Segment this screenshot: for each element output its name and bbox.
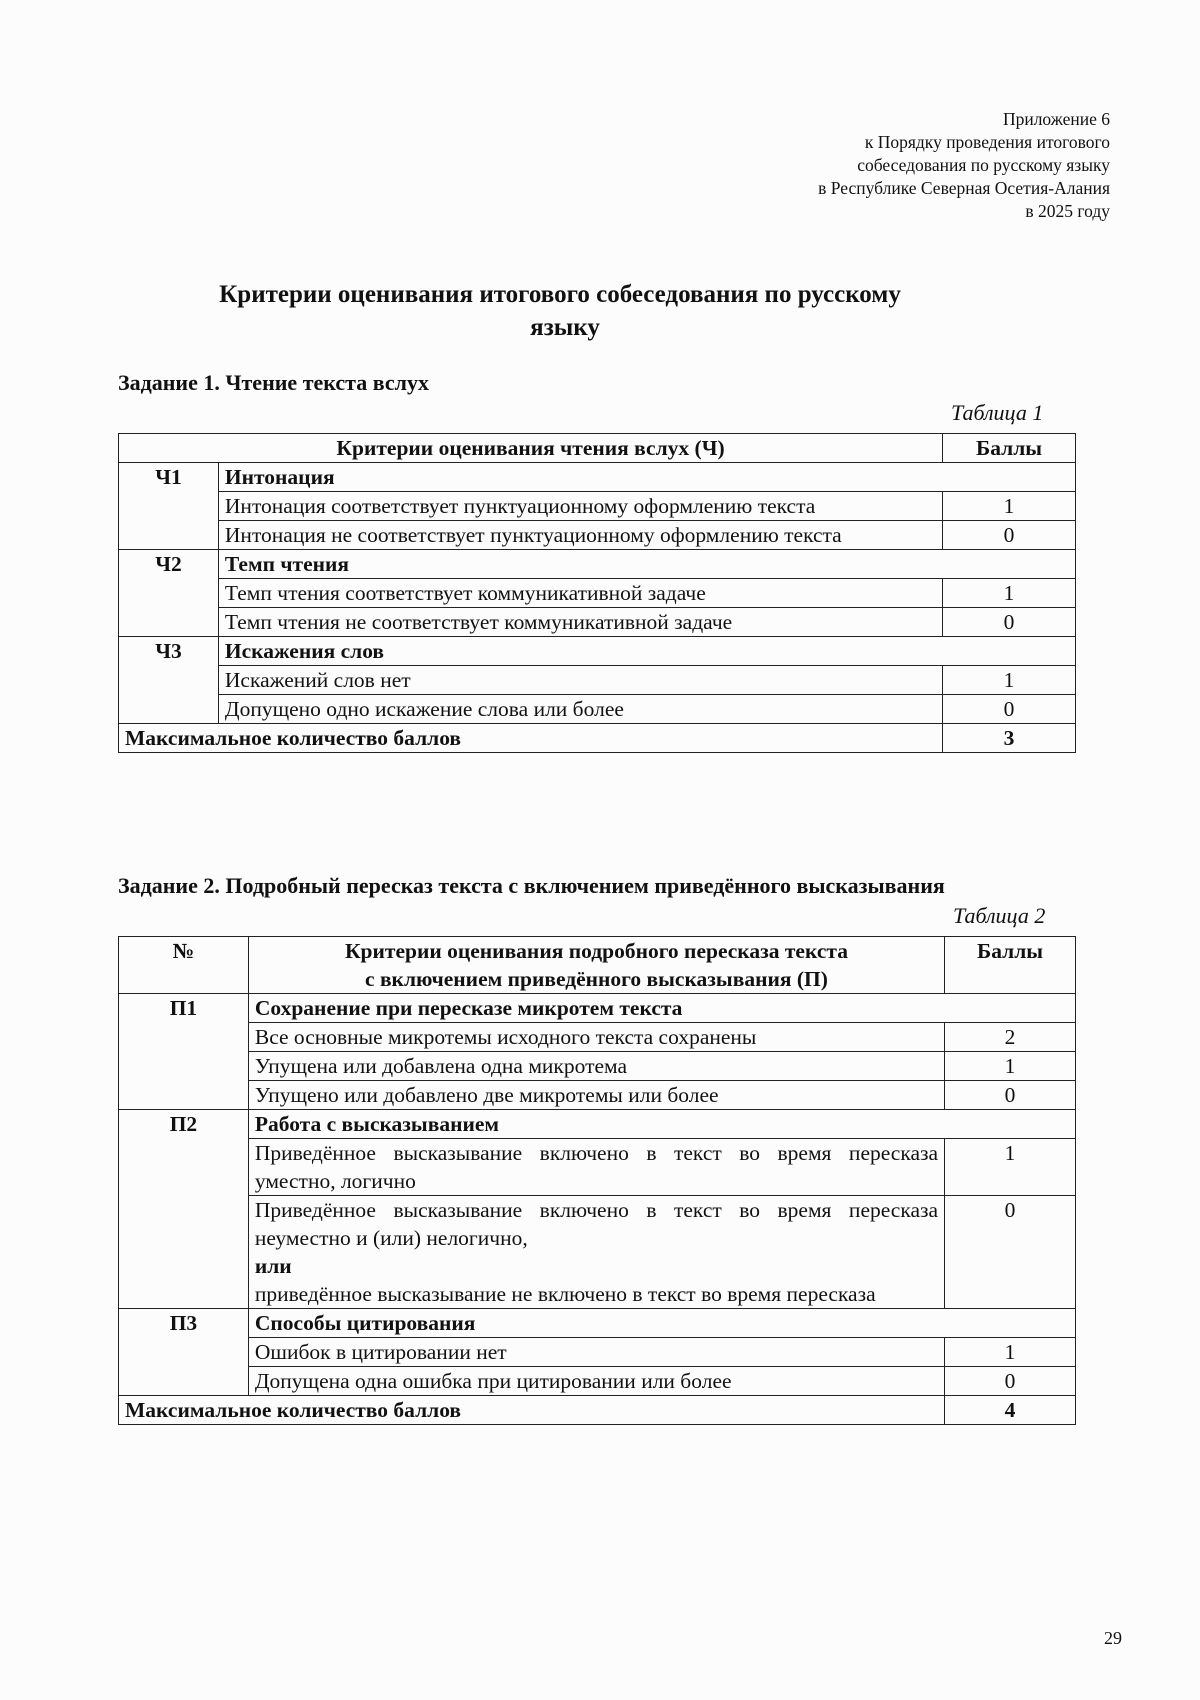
criterion-text: Искажений слов нет [218,666,942,695]
criteria-header [248,937,944,994]
criterion-code: Ч3 [119,637,219,724]
annex-line: в 2025 году [1025,201,1110,221]
criterion-text: Интонация соответствует пунктуационному оформлению текста [218,492,942,521]
table-row [119,1081,1076,1110]
total-points: 4 [945,1396,1076,1425]
criterion-points: 1 [945,1139,1076,1196]
criterion-text: Темп чтения не соответствует коммуникативной задаче [218,608,942,637]
criteria-header: Критерии оценивания чтения вслух (Ч) [119,434,943,463]
criterion-code: П1 [119,994,249,1110]
table-row [119,521,1076,550]
annex-line: к Порядку проведения итогового [864,132,1110,152]
criterion-title: Сохранение при пересказе микротем текста [248,994,1075,1023]
criterion-points: 2 [945,1023,1076,1052]
annex-line: собеседования по русскому языку [857,155,1110,175]
table-row [119,1367,1076,1396]
criterion-text: Темп чтения соответствует коммуникативной задаче [218,579,942,608]
table1-label: Таблица 1 [951,400,1044,425]
criterion-code: Ч1 [119,463,219,550]
points-header: Баллы [945,937,1076,994]
criterion-text: Упущено или добавлено две микротемы или более [248,1081,944,1110]
annex-line: в Республике Северная Осетия-Алания [818,178,1110,198]
total-row [119,1396,1076,1425]
reading-criteria-table [118,433,1076,753]
number-header: № [119,937,249,994]
criterion-points: 1 [943,579,1076,608]
table2-label: Таблица 2 [953,903,1046,928]
criterion-text: Упущена или добавлена одна микротема [248,1052,944,1081]
criterion-points: 0 [945,1081,1076,1110]
criterion-text-part: приведённое высказывание не включено в текст во время пересказа [254,1282,876,1306]
task1-heading: Задание 1. Чтение текста вслух [118,370,429,395]
retelling-criteria-table [118,936,1076,1425]
table-header-row [119,937,1076,994]
table-row [119,608,1076,637]
criterion-text: Интонация не соответствует пунктуационному оформлению текста [218,521,942,550]
table-row [119,492,1076,521]
page-title [120,278,1110,344]
criterion-points: 1 [943,666,1076,695]
criterion-points: 0 [943,521,1076,550]
criterion-points: 0 [943,608,1076,637]
page-number: 29 [1104,1628,1122,1648]
page-title-line: Критерии оценивания итогового собеседования по русскому [219,281,901,308]
total-row [119,724,1076,753]
criterion-points: 1 [945,1052,1076,1081]
table-row [119,1023,1076,1052]
page-title-line: языку [530,314,600,341]
criterion-text-part: Приведённое высказывание включено в текст во время пересказа неуместно и (или) нелогично, [254,1198,939,1250]
criterion-points: 1 [943,492,1076,521]
group-row [119,1110,1076,1139]
table-header-row [119,434,1076,463]
criterion-title: Способы цитирования [248,1309,1075,1338]
criterion-code: Ч2 [119,550,219,637]
group-row [119,463,1076,492]
table-row [119,695,1076,724]
total-label: Максимальное количество баллов [119,1396,945,1425]
criterion-text [248,1196,944,1309]
group-row [119,550,1076,579]
criterion-text: Допущена одна ошибка при цитировании или более [248,1367,944,1396]
criterion-points: 0 [945,1367,1076,1396]
criterion-points: 0 [945,1196,1076,1309]
table-row [119,1139,1076,1196]
table-row [119,579,1076,608]
criterion-title: Интонация [218,463,1075,492]
criterion-text: Приведённое высказывание включено в текст во время пересказа уместно, логично [248,1139,944,1196]
criteria-header-line: Критерии оценивания подробного пересказа текста [344,939,848,963]
criterion-text: Все основные микротемы исходного текста сохранены [248,1023,944,1052]
criterion-title: Работа с высказыванием [248,1110,1075,1139]
annex-header [818,108,1110,223]
total-points: 3 [943,724,1076,753]
table-row [119,1338,1076,1367]
task2-heading: Задание 2. Подробный пересказ текста с включением приведённого высказывания [118,873,945,898]
criterion-title: Искажения слов [218,637,1075,666]
criterion-points: 0 [943,695,1076,724]
annex-line: Приложение 6 [1002,109,1110,129]
criterion-points: 1 [945,1338,1076,1367]
table-row [119,1052,1076,1081]
table-row [119,1196,1076,1309]
criterion-code: П3 [119,1309,249,1396]
criterion-text: Ошибок в цитировании нет [248,1338,944,1367]
group-row [119,637,1076,666]
criteria-header-line: с включением приведённого высказывания (П) [365,967,828,991]
group-row [119,994,1076,1023]
group-row [119,1309,1076,1338]
table-row [119,666,1076,695]
criterion-text: Допущено одно искажение слова или более [218,695,942,724]
total-label: Максимальное количество баллов [119,724,943,753]
criterion-title: Темп чтения [218,550,1075,579]
criterion-code: П2 [119,1110,249,1309]
criterion-text-or: или [254,1254,292,1278]
points-header: Баллы [943,434,1076,463]
